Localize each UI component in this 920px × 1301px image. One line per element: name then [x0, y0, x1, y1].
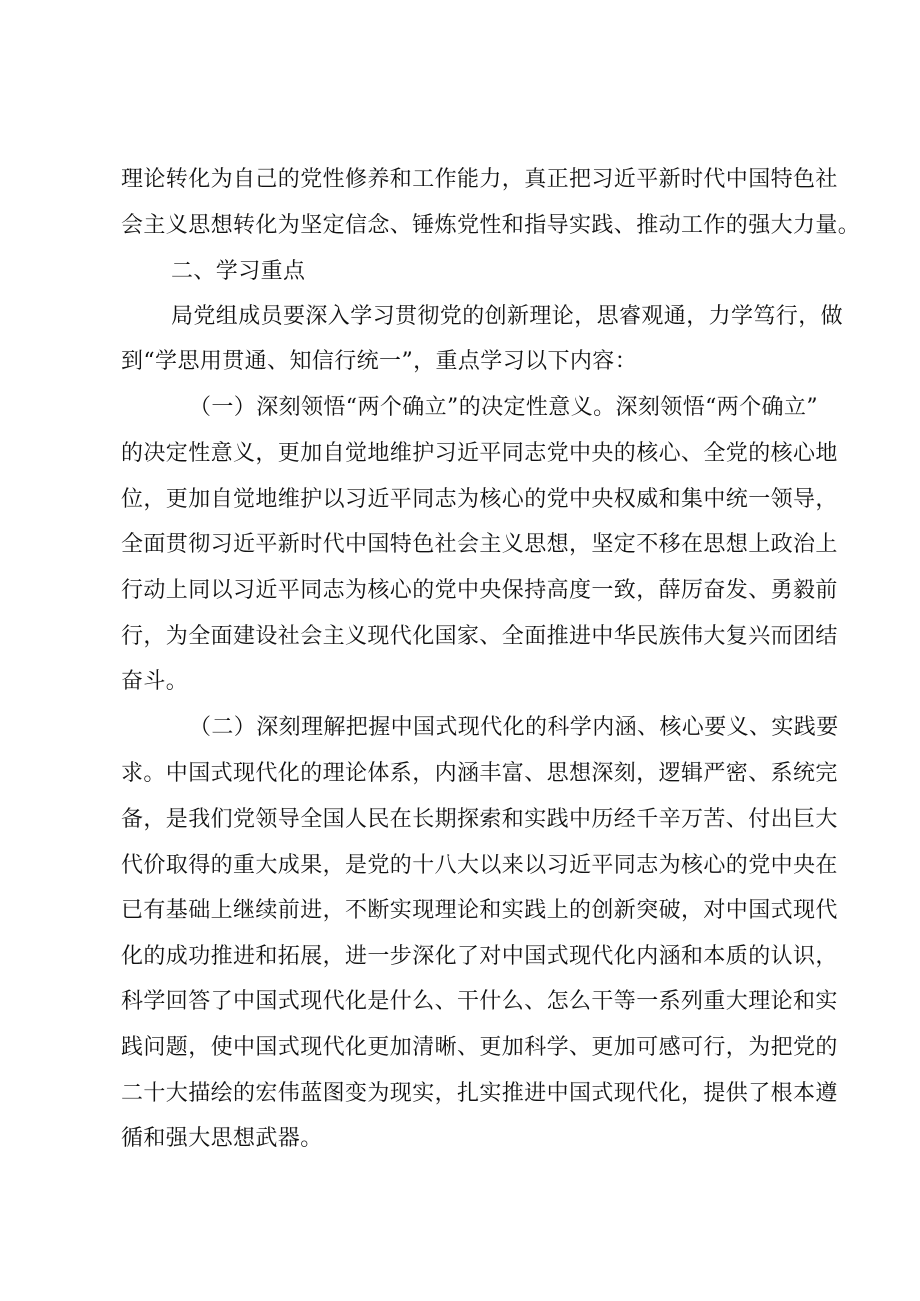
section-heading: 二、学习重点	[171, 259, 306, 284]
text-line: （二）深刻理解把握中国式现代化的科学内涵、核心要义、实践要	[189, 715, 839, 740]
text-line: 行动上同以习近平同志为核心的党中央保持高度一致，薛厉奋发、勇毅前	[121, 578, 838, 603]
text-line: 行，为全面建设社会主义现代化国家、全面推进中华民族伟大复兴而团结	[121, 624, 838, 649]
text-line: 备，是我们党领导全国人民在长期探索和实践中历经千辛万苦、付出巨大	[121, 807, 838, 832]
text-line: 科学回答了中国式现代化是什么、干什么、怎么干等一系列重大理论和实	[121, 989, 838, 1014]
text-line: （一）深刻领悟“两个确立”的决定性意义。深刻领悟“两个确立”	[189, 395, 818, 420]
text-line: 局党组成员要深入学习贯彻党的创新理论，思睿观通，力学笃行，做	[171, 304, 844, 329]
text-line: 的决定性意义，更加自觉地维护习近平同志党中央的核心、全党的核心地	[121, 441, 838, 466]
text-line: 循和强大思想武器。	[121, 1126, 323, 1151]
text-line: 理论转化为自己的党性修养和工作能力，真正把习近平新时代中国特色社	[121, 167, 838, 192]
text-line: 位，更加自觉地维护以习近平同志为核心的党中央权威和集中统一领导，	[121, 487, 838, 512]
text-line: 奋斗。	[121, 669, 189, 694]
text-line: 化的成功推进和拓展，进一步深化了对中国式现代化内涵和本质的认识，	[121, 944, 838, 969]
text-line: 践问题，使中国式现代化更加清晰、更加科学、更加可感可行，为把党的	[121, 1035, 838, 1060]
text-line: 代价取得的重大成果，是党的十八大以来以习近平同志为核心的党中央在	[121, 853, 838, 878]
text-line: 会主义思想转化为坚定信念、锤炼党性和指导实践、推动工作的强大力量。	[121, 213, 861, 238]
text-line: 到“学思用贯通、知信行统一”，重点学习以下内容：	[121, 349, 638, 374]
text-line: 已有基础上继续前进，不断实现理论和实践上的创新突破，对中国式现代	[121, 898, 838, 923]
text-line: 求。中国式现代化的理论体系，内涵丰富、思想深刻，逻辑严密、系统完	[121, 761, 838, 786]
text-line: 二十大描绘的宏伟蓝图变为现实，扎实推进中国式现代化，提供了根本遵	[121, 1081, 838, 1106]
text-line: 全面贯彻习近平新时代中国特色社会主义思想，坚定不移在思想上政治上	[121, 532, 838, 557]
